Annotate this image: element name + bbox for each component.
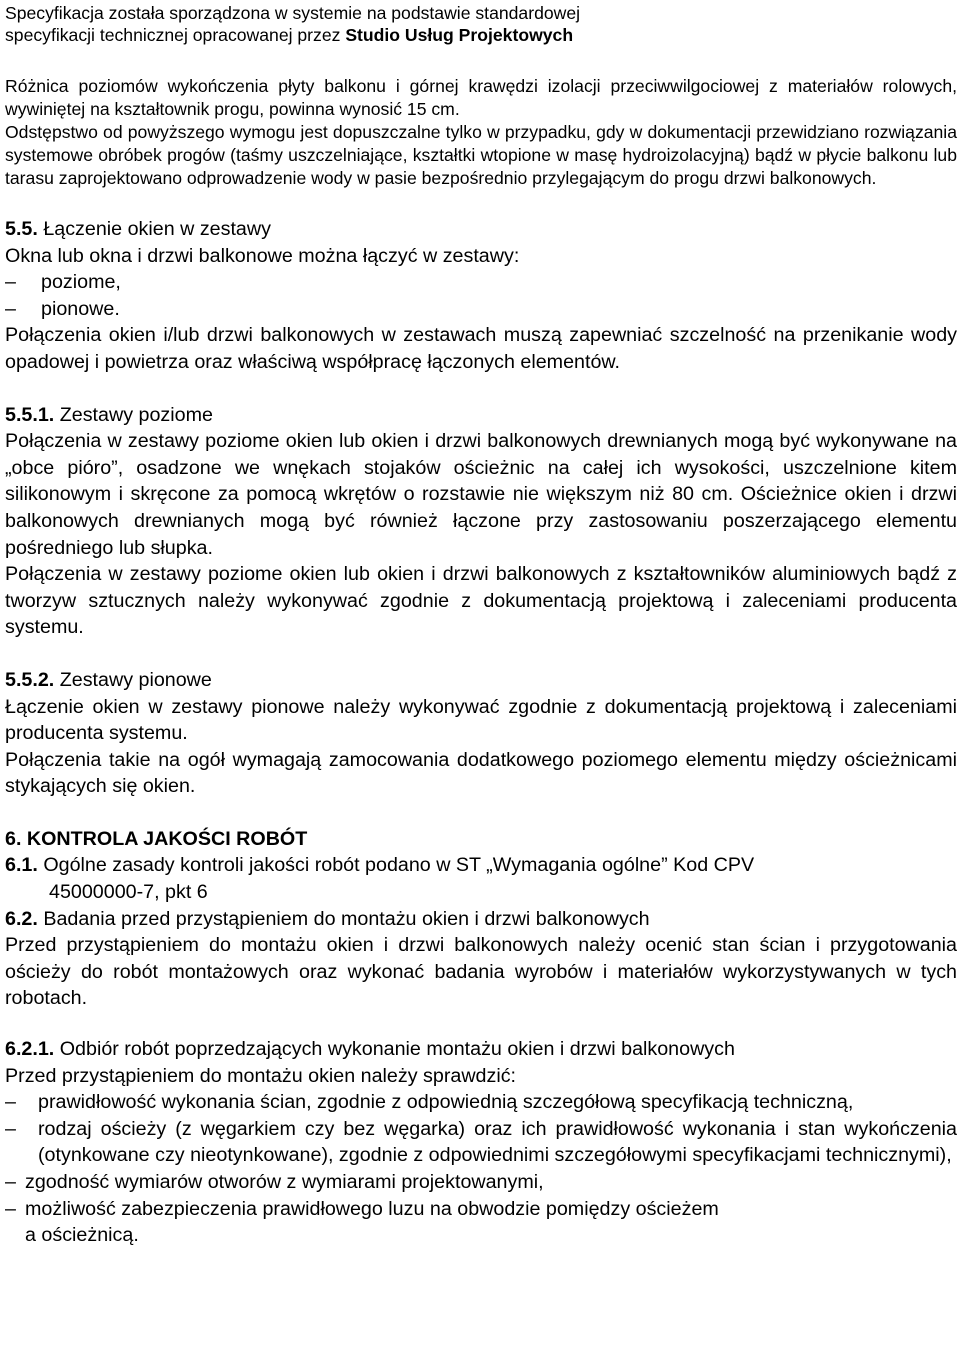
section-text: 45000000-7, pkt 6 [49,881,208,904]
section-text: Badania przed przystąpieniem do montażu okien i drzwi balkonowych [37,907,650,930]
list-item-text: możliwość zabezpieczenia prawidłowego luzu na obwodzie pomiędzy ościeżem [25,1197,719,1220]
section-5-5-lead: Okna lub okna i drzwi balkonowe można łączyć w zestawy: [5,244,520,267]
list-item-continuation: a ościeżnicą. [25,1224,139,1247]
section-6-2-paragraph: Przed przystąpieniem do montażu okien i drzwi balkonowych należy ocenić stan ścian i przygotowania ościeży do robót montażowych oraz wykonać badania wyrobów i materiałów wykorzystywanych w tych robotach. [5,934,957,1010]
list-item-text: prawidłowość wykonania ścian, zgodnie z odpowiednią szczegółową specyfikacją techniczną, [38,1091,854,1114]
list-item [5,296,957,323]
section-title: Łączenie okien w zestawy [37,218,271,240]
section-title: Zestawy pionowe [54,668,212,691]
section-number: 6.1. [5,854,38,877]
section-6-2-1-heading [5,1036,957,1063]
section-6-heading: 6. KONTROLA JAKOŚCI ROBÓT [5,827,308,850]
section-6-2 [5,906,957,933]
section-6-1-continuation [5,879,957,906]
section-number: 6.2. [5,907,38,930]
section-number: 5.5. [5,218,38,240]
section-5-5-2-paragraph-2: Połączenia takie na ogół wymagają zamocowania dodatkowego poziomego elementu między ościeżnicami stykających się okien. [5,748,957,798]
section-5-5-paragraph: Połączenia okien i/lub drzwi balkonowych w zestawach muszą zapewniać szczelność na przenikanie wody opadowej i powietrza oraz właściwą współpracę łączonych elementów. [5,324,957,373]
header-company-name: Studio Usług Projektowych [345,25,574,45]
section-5-5-1-paragraph-1: Połączenia w zestawy poziome okien lub okien i drzwi balkonowych drewnianych mogą być wykonywane na „obce pióro”, osadzone we wnękach stojaków ościeżnic na całej ich wysokości, uszczelnione kitem silikonowym i skręcone za pomocą wkrętów o rozstawie nie większym niż 80 cm. Ościeżnice okien i drzwi balkonowych drewnianych mogą być również łączone przy zastosowaniu poszerzającego elementu pośredniego lub słupka. [5,430,957,559]
section-text: Ogólne zasady kontroli jakości robót podano w ST „Wymagania ogólne” Kod CPV [37,854,755,877]
list-item-text: pionowe. [41,297,120,320]
list-item-text: zgodność wymiarów otworów z wymiarami projektowanymi, [25,1171,544,1193]
list-item-text: rodzaj ościeży (z węgarkiem czy bez węgarka) oraz ich prawidłowość wykonania i stan wykończenia (otynkowane czy nieotynkowane), zgodnie z odpowiednimi szczegółowymi specyfikacjami technicznymi), [38,1117,957,1167]
list-item [5,1116,957,1169]
dash-marker: – [5,1197,16,1220]
list-item-text: poziome, [41,271,121,294]
dash-marker: – [5,1117,16,1140]
header-line-1: Specyfikacja została sporządzona w systemie na podstawie standardowej [5,3,581,23]
dash-marker: – [5,1171,16,1193]
section-title: Zestawy poziome [54,403,213,426]
header-line-2-text: specyfikacji technicznej opracowanej przez [5,25,346,45]
dash-marker: – [5,297,16,320]
section-5-5-1-heading [5,402,957,429]
header-line-2 [5,24,957,46]
dash-marker: – [5,1091,16,1114]
section-6-2-1-lead: Przed przystąpieniem do montażu okien należy sprawdzić: [5,1064,517,1087]
section-5-5-2-heading [5,667,957,694]
list-item [5,269,957,296]
list-item [5,1089,957,1116]
list-item [5,1169,957,1196]
dash-marker: – [5,271,16,294]
section-title: Odbiór robót poprzedzających wykonanie montażu okien i drzwi balkonowych [54,1038,735,1061]
section-5-5-2-paragraph-1: Łączenie okien w zestawy pionowe należy wykonywać zgodnie z dokumentacją projektową i zaleceniami producenta systemu. [5,695,957,745]
list-item [5,1196,957,1223]
document-page [5,2,957,1249]
section-number: 5.5.2. [5,668,55,691]
section-5-5-1-paragraph-2: Połączenia w zestawy poziome okien lub okien i drzwi balkonowych z kształtowników aluminiowych bądź z tworzyw sztucznych należy wykonywać zgodnie z dokumentacją projektową i zaleceniami producenta systemu. [5,563,957,639]
intro-paragraph-2: Odstępstwo od powyższego wymogu jest dopuszczalne tylko w przypadku, gdy w dokumentacji przewidziano rozwiązania systemowe obróbek progów (taśmy uszczelniające, kształtki wtopione w masę hydroizolacyjną) bądź w płycie balkonu lub tarasu zaprojektowano odprowadzenie wody w pasie bezpośrednio przylegającym do progu drzwi balkonowych. [5,122,957,188]
section-number: 5.5.1. [5,403,55,426]
section-5-5-heading [5,216,957,243]
intro-paragraph-1: Różnica poziomów wykończenia płyty balkonu i górnej krawędzi izolacji przeciwwilgociowej z materiałów rolowych, wywiniętej na kształtownik progu, powinna wynosić 15 cm. [5,76,957,119]
section-number: 6.2.1. [5,1038,55,1061]
section-6-1 [5,852,957,879]
